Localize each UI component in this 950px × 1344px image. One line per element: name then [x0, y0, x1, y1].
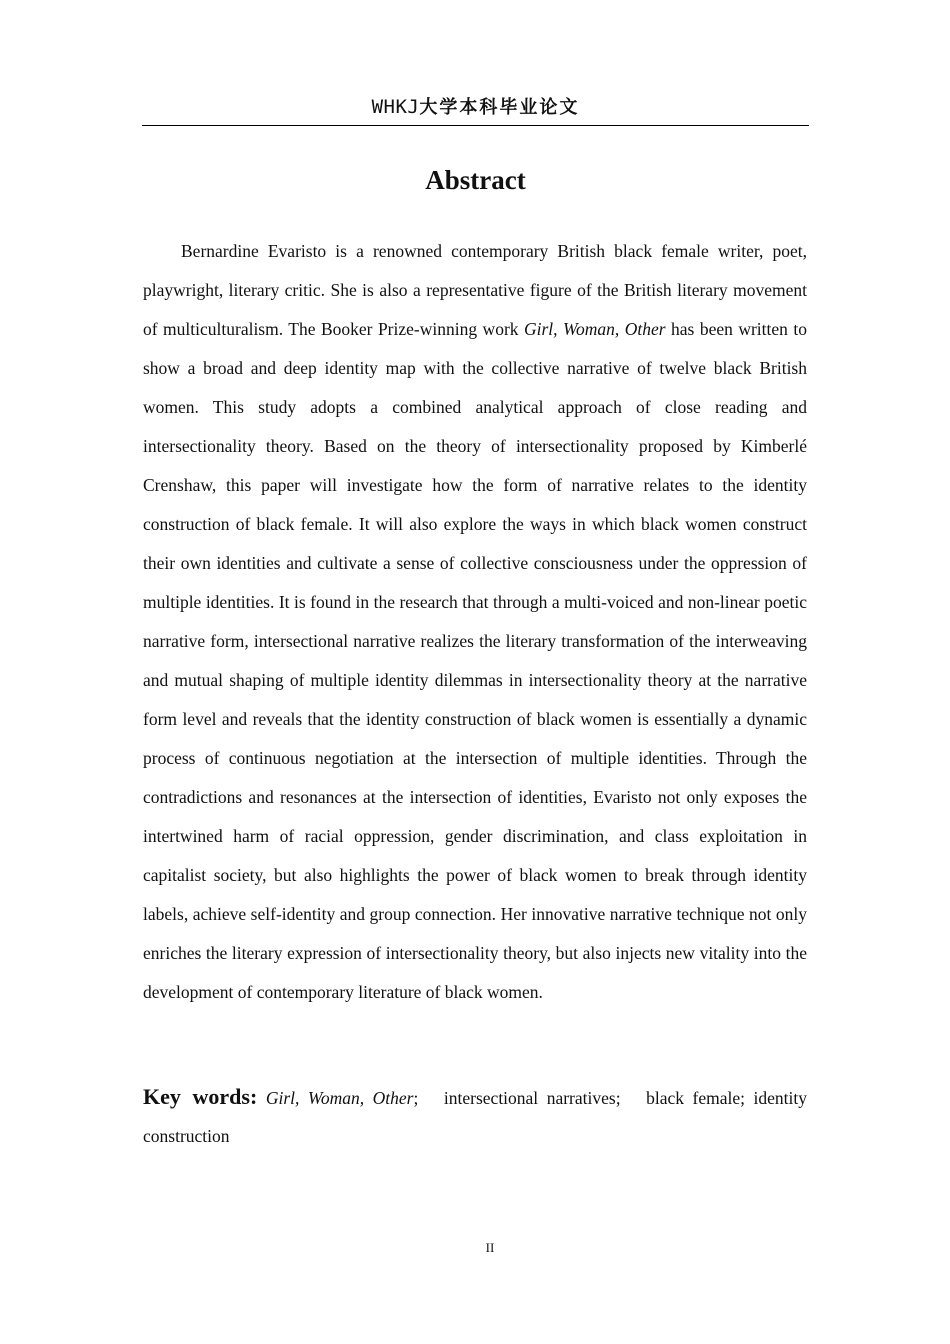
- abstract-book-title: Girl, Woman, Other: [524, 319, 666, 339]
- keyword-item: identity construction: [143, 1088, 807, 1146]
- keyword-item: intersectional narratives: [443, 1088, 616, 1108]
- page-header: [142, 93, 809, 126]
- keyword-item: black female: [646, 1088, 741, 1108]
- page-number: II: [485, 1240, 495, 1255]
- header-university-title: 大学本科毕业论文: [419, 97, 580, 118]
- header-code: WHKJ: [371, 96, 420, 118]
- abstract-text-part-2: has been written to show a broad and deep identity map with the collective narrative of twelve black British women. This study adopts a combined analytical approach of close reading and intersectionality theory. Based on the theory of intersectionality proposed by Kimberlé Crenshaw, this paper will investigate how the form of narrative relates to the identity construction of black female. It will also explore the ways in which black women construct their own identities and cultivate a sense of collective consciousness under the oppression of multiple identities. It is found in the research that through a multi-voiced and non-linear poetic narrative form, intersectional narrative realizes the literary transformation of the interweaving and mutual shaping of multiple identity dilemmas in intersectionality theory at the narrative form level and reveals that the identity construction of black women is essentially a dynamic process of continuous negotiation at the intersection of multiple identities. Through the contradictions and resonances at the intersection of identities, Evaristo not only exposes the intertwined harm of racial oppression, gender discrimination, and class exploitation in capitalist society, but also highlights the power of black women to break through identity labels, achieve self-identity and group connection. Her innovative narrative technique not only enriches the literary expression of intersectionality theory, but also injects new vitality into the development of contemporary literature of black women.: [143, 319, 808, 1002]
- header-title: [372, 93, 580, 122]
- abstract-paragraph: [143, 232, 807, 1012]
- keyword-item: Girl, Woman, Other: [265, 1088, 414, 1108]
- abstract-heading: Abstract: [425, 165, 526, 195]
- keywords-label: Key words:: [143, 1084, 258, 1109]
- keywords-section: Key words: Girl, Woman, Other; intersectional narratives; black female; identity construction: [143, 1084, 807, 1146]
- abstract-text-part-1: Bernardine Evaristo is a renowned contemporary British black female writer, poet, playwright, literary critic. She is also a representative figure of the British literary movement of multiculturalism. The Booker Prize-winning work: [143, 241, 807, 339]
